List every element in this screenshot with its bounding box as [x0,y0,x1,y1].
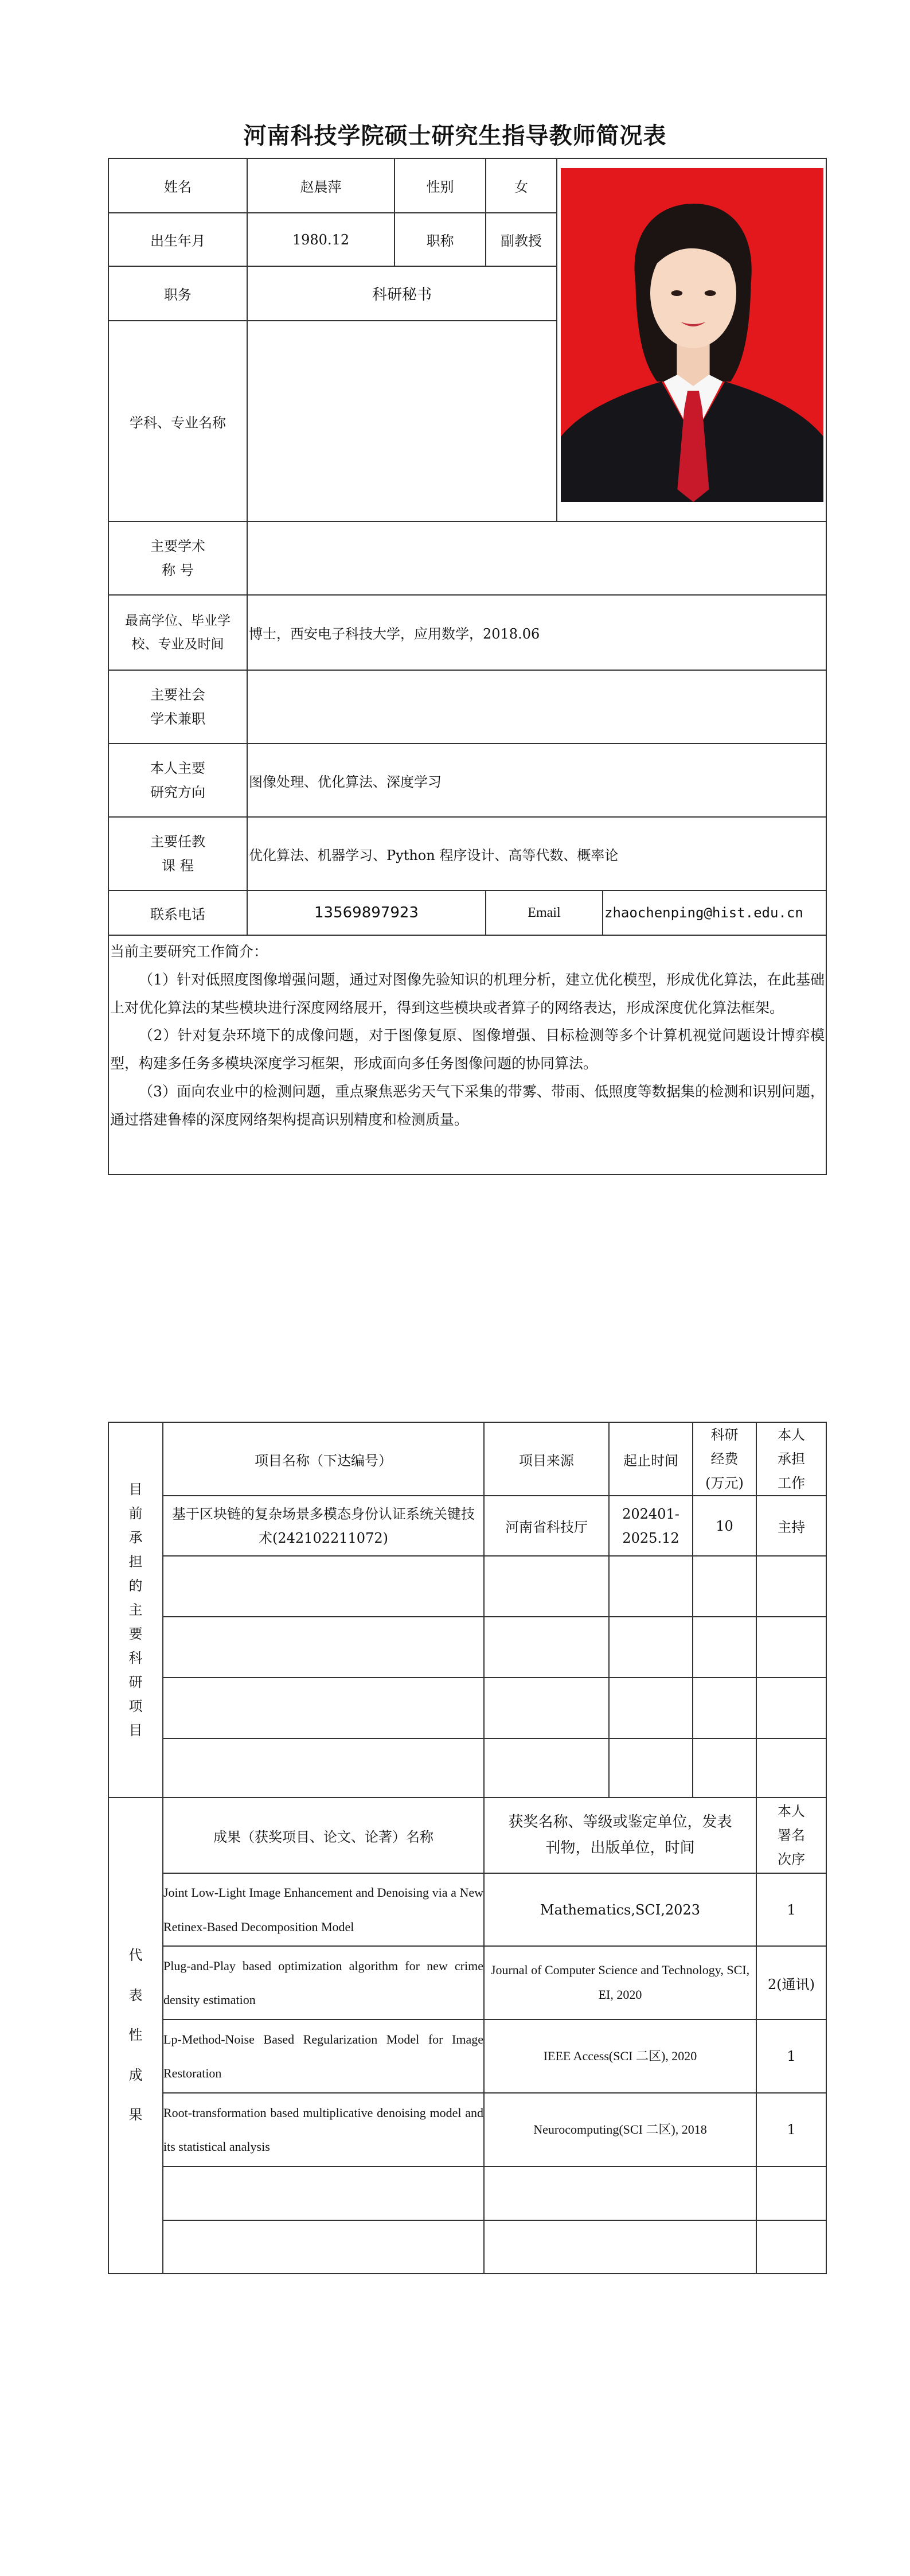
research-label-line1: 本人主要 [150,760,205,776]
col-project-time: 起止时间 [609,1422,693,1496]
achievement-venue: Journal of Computer Science and Technology, SCI, EI, 2020 [484,1946,756,2019]
achievement-row [108,2093,826,2166]
profile-table [108,158,827,1175]
birth-label: 出生年月 [108,213,247,266]
achievement-rank: 2(通讯) [756,1946,826,2019]
portrait-illustration [561,168,823,502]
courses-label [108,817,247,890]
research-intro [108,935,826,1174]
social-label-line1: 主要社会 [150,687,205,703]
name-label: 姓名 [108,158,247,213]
achievement-name: Plug-and-Play based optimization algorithm for new crime density estimation [163,1946,484,2019]
achievement-row [108,2019,826,2093]
name-value: 赵晨萍 [247,158,395,213]
achievement-name: Joint Low-Light Image Enhancement and Denoising via a New Retinex-Based Decomposition Model [163,1873,484,1946]
col-achievement-rank: 本人 署名 次序 [756,1797,826,1873]
project-time: 202401-2025.12 [609,1496,693,1556]
courses-value: 优化算法、机器学习、Python 程序设计、高等代数、概率论 [247,817,826,890]
project-row-empty [108,1617,826,1678]
degree-label [108,595,247,670]
rank-value: 副教授 [486,213,557,266]
intro-paragraph-3: （3）面向农业中的检测问题，重点聚焦恶劣天气下采集的带雾、带雨、低照度等数据集的检测和识别问题，通过搭建鲁棒的深度网络架构提高识别精度和检测质量。 [110,1083,825,1128]
project-row [108,1496,826,1556]
research-value: 图像处理、优化算法、深度学习 [247,744,826,817]
achievement-venue: Mathematics,SCI,2023 [484,1873,756,1946]
rank-label: 职称 [395,213,486,266]
discipline-value [247,321,557,522]
email-label: Email [486,890,603,935]
achievement-name: Root-transformation based multiplicative denoising model and its statistical analysis [163,2093,484,2166]
social-label [108,670,247,744]
research-label-line2: 研究方向 [150,784,205,800]
phone-value: 13569897923 [247,890,486,935]
project-role: 主持 [756,1496,826,1556]
honor-label-line2: 称 号 [162,562,194,578]
position-value: 科研秘书 [247,266,557,321]
project-row-empty [108,1738,826,1797]
position-label: 职务 [108,266,247,321]
col-achievement-name: 成果（获奖项目、论文、论著）名称 [163,1797,484,1873]
project-name: 基于区块链的复杂场景多模态身份认证系统关键技术(242102211072) [163,1496,484,1556]
social-label-line2: 学术兼职 [150,711,205,727]
gender-value: 女 [486,158,557,213]
project-row-empty [108,1556,826,1617]
degree-label-line2: 校、专业及时间 [131,636,224,652]
degree-label-line1: 最高学位、毕业学 [125,613,231,629]
intro-paragraph-2: （2）针对复杂环境下的成像问题，对于图像复原、图像增强、目标检测等多个计算机视觉问题设计博弈模型，构建多任务多模块深度学习框架，形成面向多任务图像问题的协同算法。 [110,1027,825,1072]
col-project-funds: 科研 经费 (万元) [693,1422,756,1496]
achievement-row-empty [108,2166,826,2220]
honor-value [247,522,826,595]
col-project-role: 本人 承担 工作 [756,1422,826,1496]
birth-value: 1980.12 [247,213,395,266]
discipline-label: 学科、专业名称 [108,321,247,522]
photo-cell [557,158,826,522]
achievement-row [108,1873,826,1946]
project-row-empty [108,1678,826,1738]
intro-paragraph-1: （1）针对低照度图像增强问题，通过对图像先验知识的机理分析，建立优化模型，形成优化算法，在此基础上对优化算法的某些模块进行深度网络展开，得到这些模块或者算子的网络表达，形成深度优化算法框架。 [110,971,825,1016]
achievements-side-label: 代 表 性 成 果 [108,1797,163,2274]
social-value [247,670,826,744]
projects-side-label: 目 前 承 担 的 主 要 科 研 项 目 [108,1422,163,1797]
achievement-row-empty [108,2220,826,2274]
project-source: 河南省科技厅 [484,1496,609,1556]
col-achievement-venue: 获奖名称、等级或鉴定单位，发表刊物，出版单位，时间 [484,1797,756,1873]
degree-value: 博士，西安电子科技大学，应用数学，2018.06 [247,595,826,670]
achievement-row [108,1946,826,2019]
email-value: zhaochenping@hist.edu.cn [603,890,826,935]
honor-label-line1: 主要学术 [150,538,205,554]
achievement-venue: IEEE Access(SCI 二区), 2020 [484,2019,756,2093]
achievement-rank: 1 [756,2093,826,2166]
honor-label [108,522,247,595]
research-label [108,744,247,817]
gender-label: 性别 [395,158,486,213]
projects-achievements-table [108,1422,827,2274]
portrait-photo [561,168,823,502]
achievement-rank: 1 [756,1873,826,1946]
courses-label-line2: 课 程 [162,858,194,874]
achievement-venue: Neurocomputing(SCI 二区), 2018 [484,2093,756,2166]
phone-label: 联系电话 [108,890,247,935]
intro-heading: 当前主要研究工作简介： [110,943,268,960]
col-project-name: 项目名称（下达编号） [163,1422,484,1496]
page-title: 河南科技学院硕士研究生指导教师简况表 [243,123,667,149]
courses-label-line1: 主要任教 [150,834,205,850]
col-project-source: 项目来源 [484,1422,609,1496]
achievement-name: Lp-Method-Noise Based Regularization Model for Image Restoration [163,2019,484,2093]
project-funds: 10 [693,1496,756,1556]
achievement-rank: 1 [756,2019,826,2093]
